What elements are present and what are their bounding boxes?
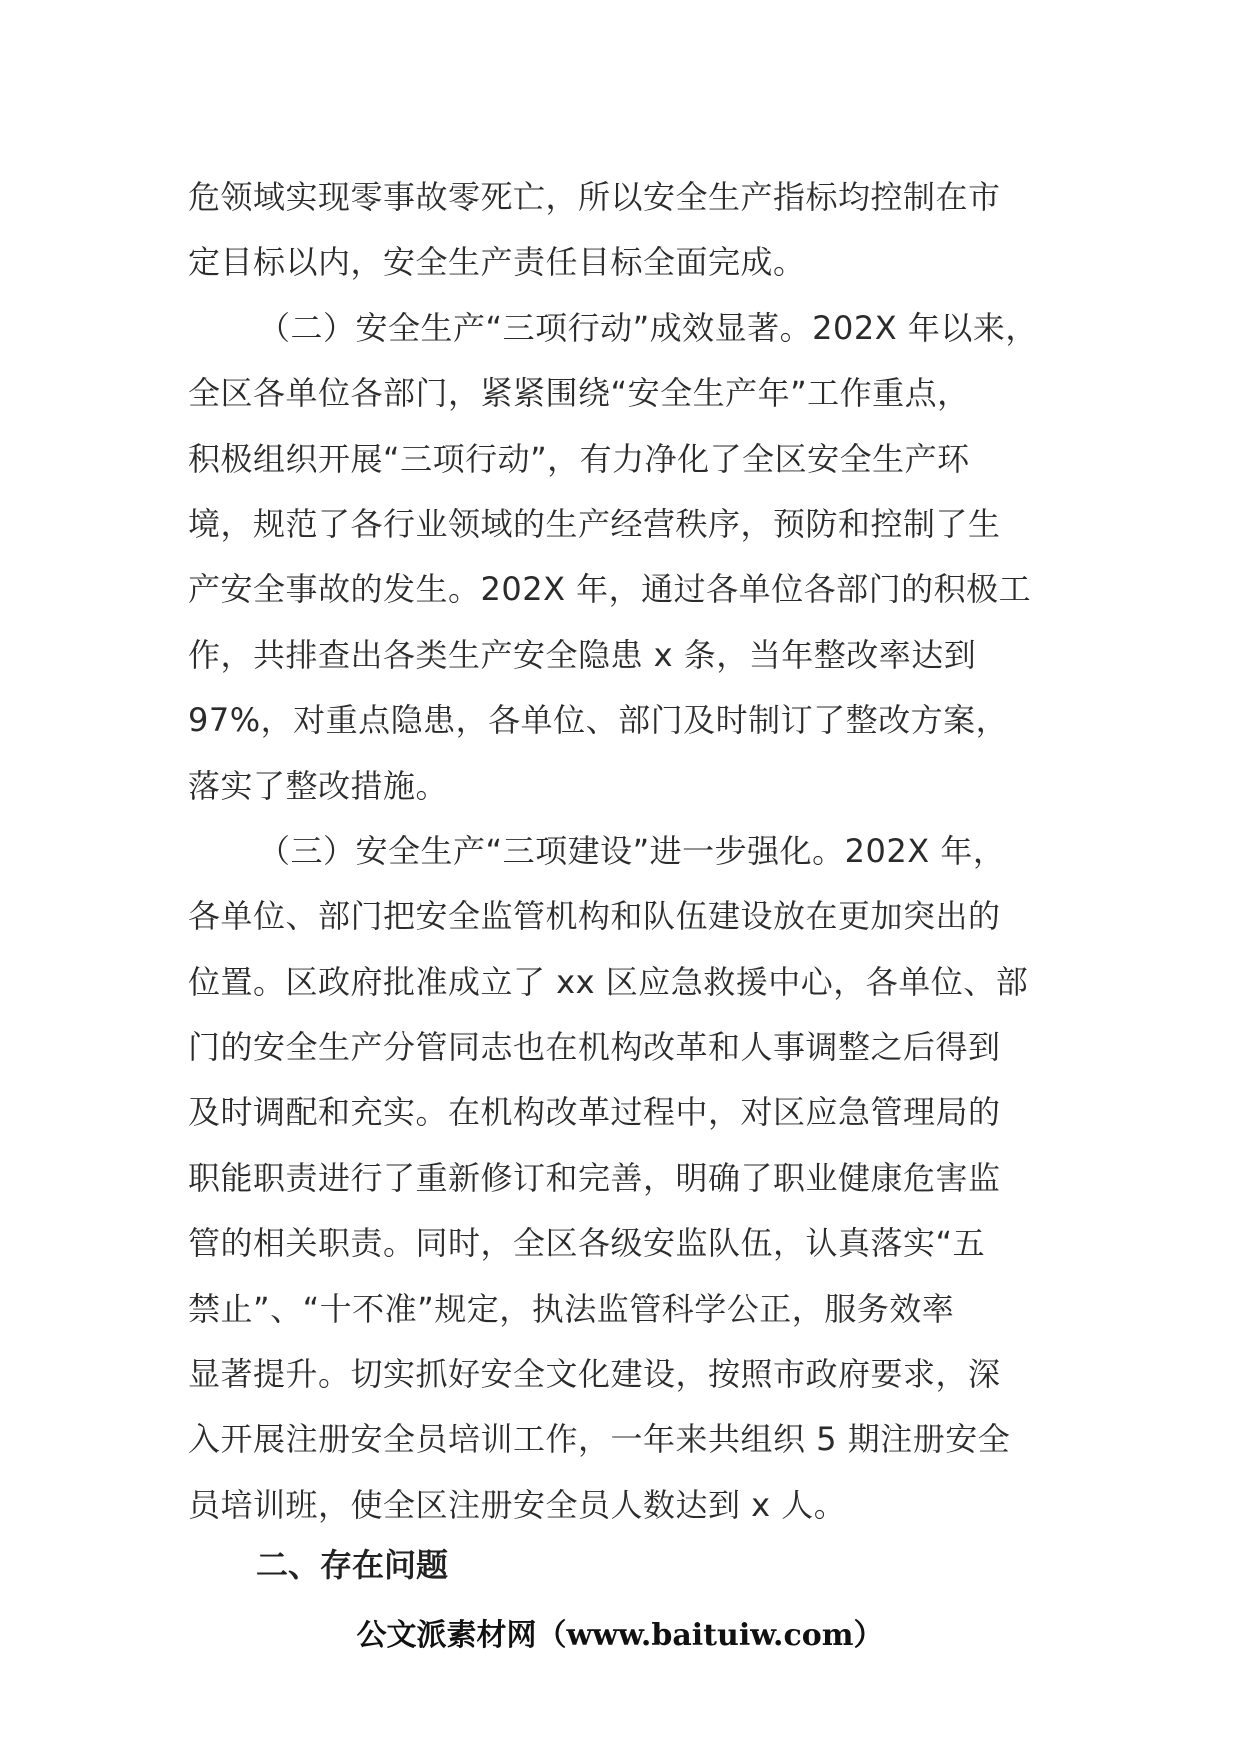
text-line: 位置。区政府批准成立了 xx 区应急救援中心，各单位、部 [188,962,1029,1001]
text-line: 危领域实现零事故零死亡，所以安全生产指标均控制在市 [188,178,1001,216]
text-line: 禁止”、“十不准”规定，执法监管科学公正，服务效率 [188,1289,955,1328]
text-line: 作，共排查出各类生产安全隐患 x 条，当年整改率达到 [188,635,977,674]
document-body [188,165,1068,1538]
text-line: 各单位、部门把安全监管机构和队伍建设放在更加突出的 [188,897,1001,936]
text-line: 定目标以内，安全生产责任目标全面完成。 [188,243,806,282]
text-line: 门的安全生产分管同志也在机构改革和人事调整之后得到 [188,1028,1001,1067]
text-line: 积极组织开展“三项行动”，有力净化了全区安全生产环 [188,439,970,478]
paragraph-start-line: （三）安全生产“三项建设”进一步强化。202X 年， [258,831,1006,870]
text-line: 显著提升。切实抓好安全文化建设，按照市政府要求，深 [188,1355,1001,1394]
text-line: 产安全事故的发生。202X 年，通过各单位各部门的积极工 [188,570,1032,609]
text-line: 职能职责进行了重新修订和完善，明确了职业健康危害监 [188,1158,1001,1197]
text-line: 全区各单位各部门，紧紧围绕“安全生产年”工作重点， [188,374,970,413]
footer-watermark: 公文派素材网（www.baituiw.com） [356,1618,884,1653]
paragraph-start-line: （二）安全生产“三项行动”成效显著。202X 年以来， [258,308,1038,347]
text-line: 及时调配和充实。在机构改革过程中，对区应急管理局的 [188,1093,1001,1132]
text-line: 落实了整改措施。 [188,766,449,805]
text-line: 管的相关职责。同时，全区各级安监队伍，认真落实“五 [188,1224,986,1263]
text-line: 员培训班，使全区注册安全员人数达到 x 人。 [188,1485,847,1524]
text-line: 97%，对重点隐患，各单位、部门及时制订了整改方案， [188,701,1009,740]
section-heading: 二、存在问题 [256,1546,449,1584]
text-line: 入开展注册安全员培训工作，一年来共组织 5 期注册安全 [188,1420,1011,1459]
text-line: 境，规范了各行业领域的生产经营秩序，预防和控制了生 [188,504,1001,543]
